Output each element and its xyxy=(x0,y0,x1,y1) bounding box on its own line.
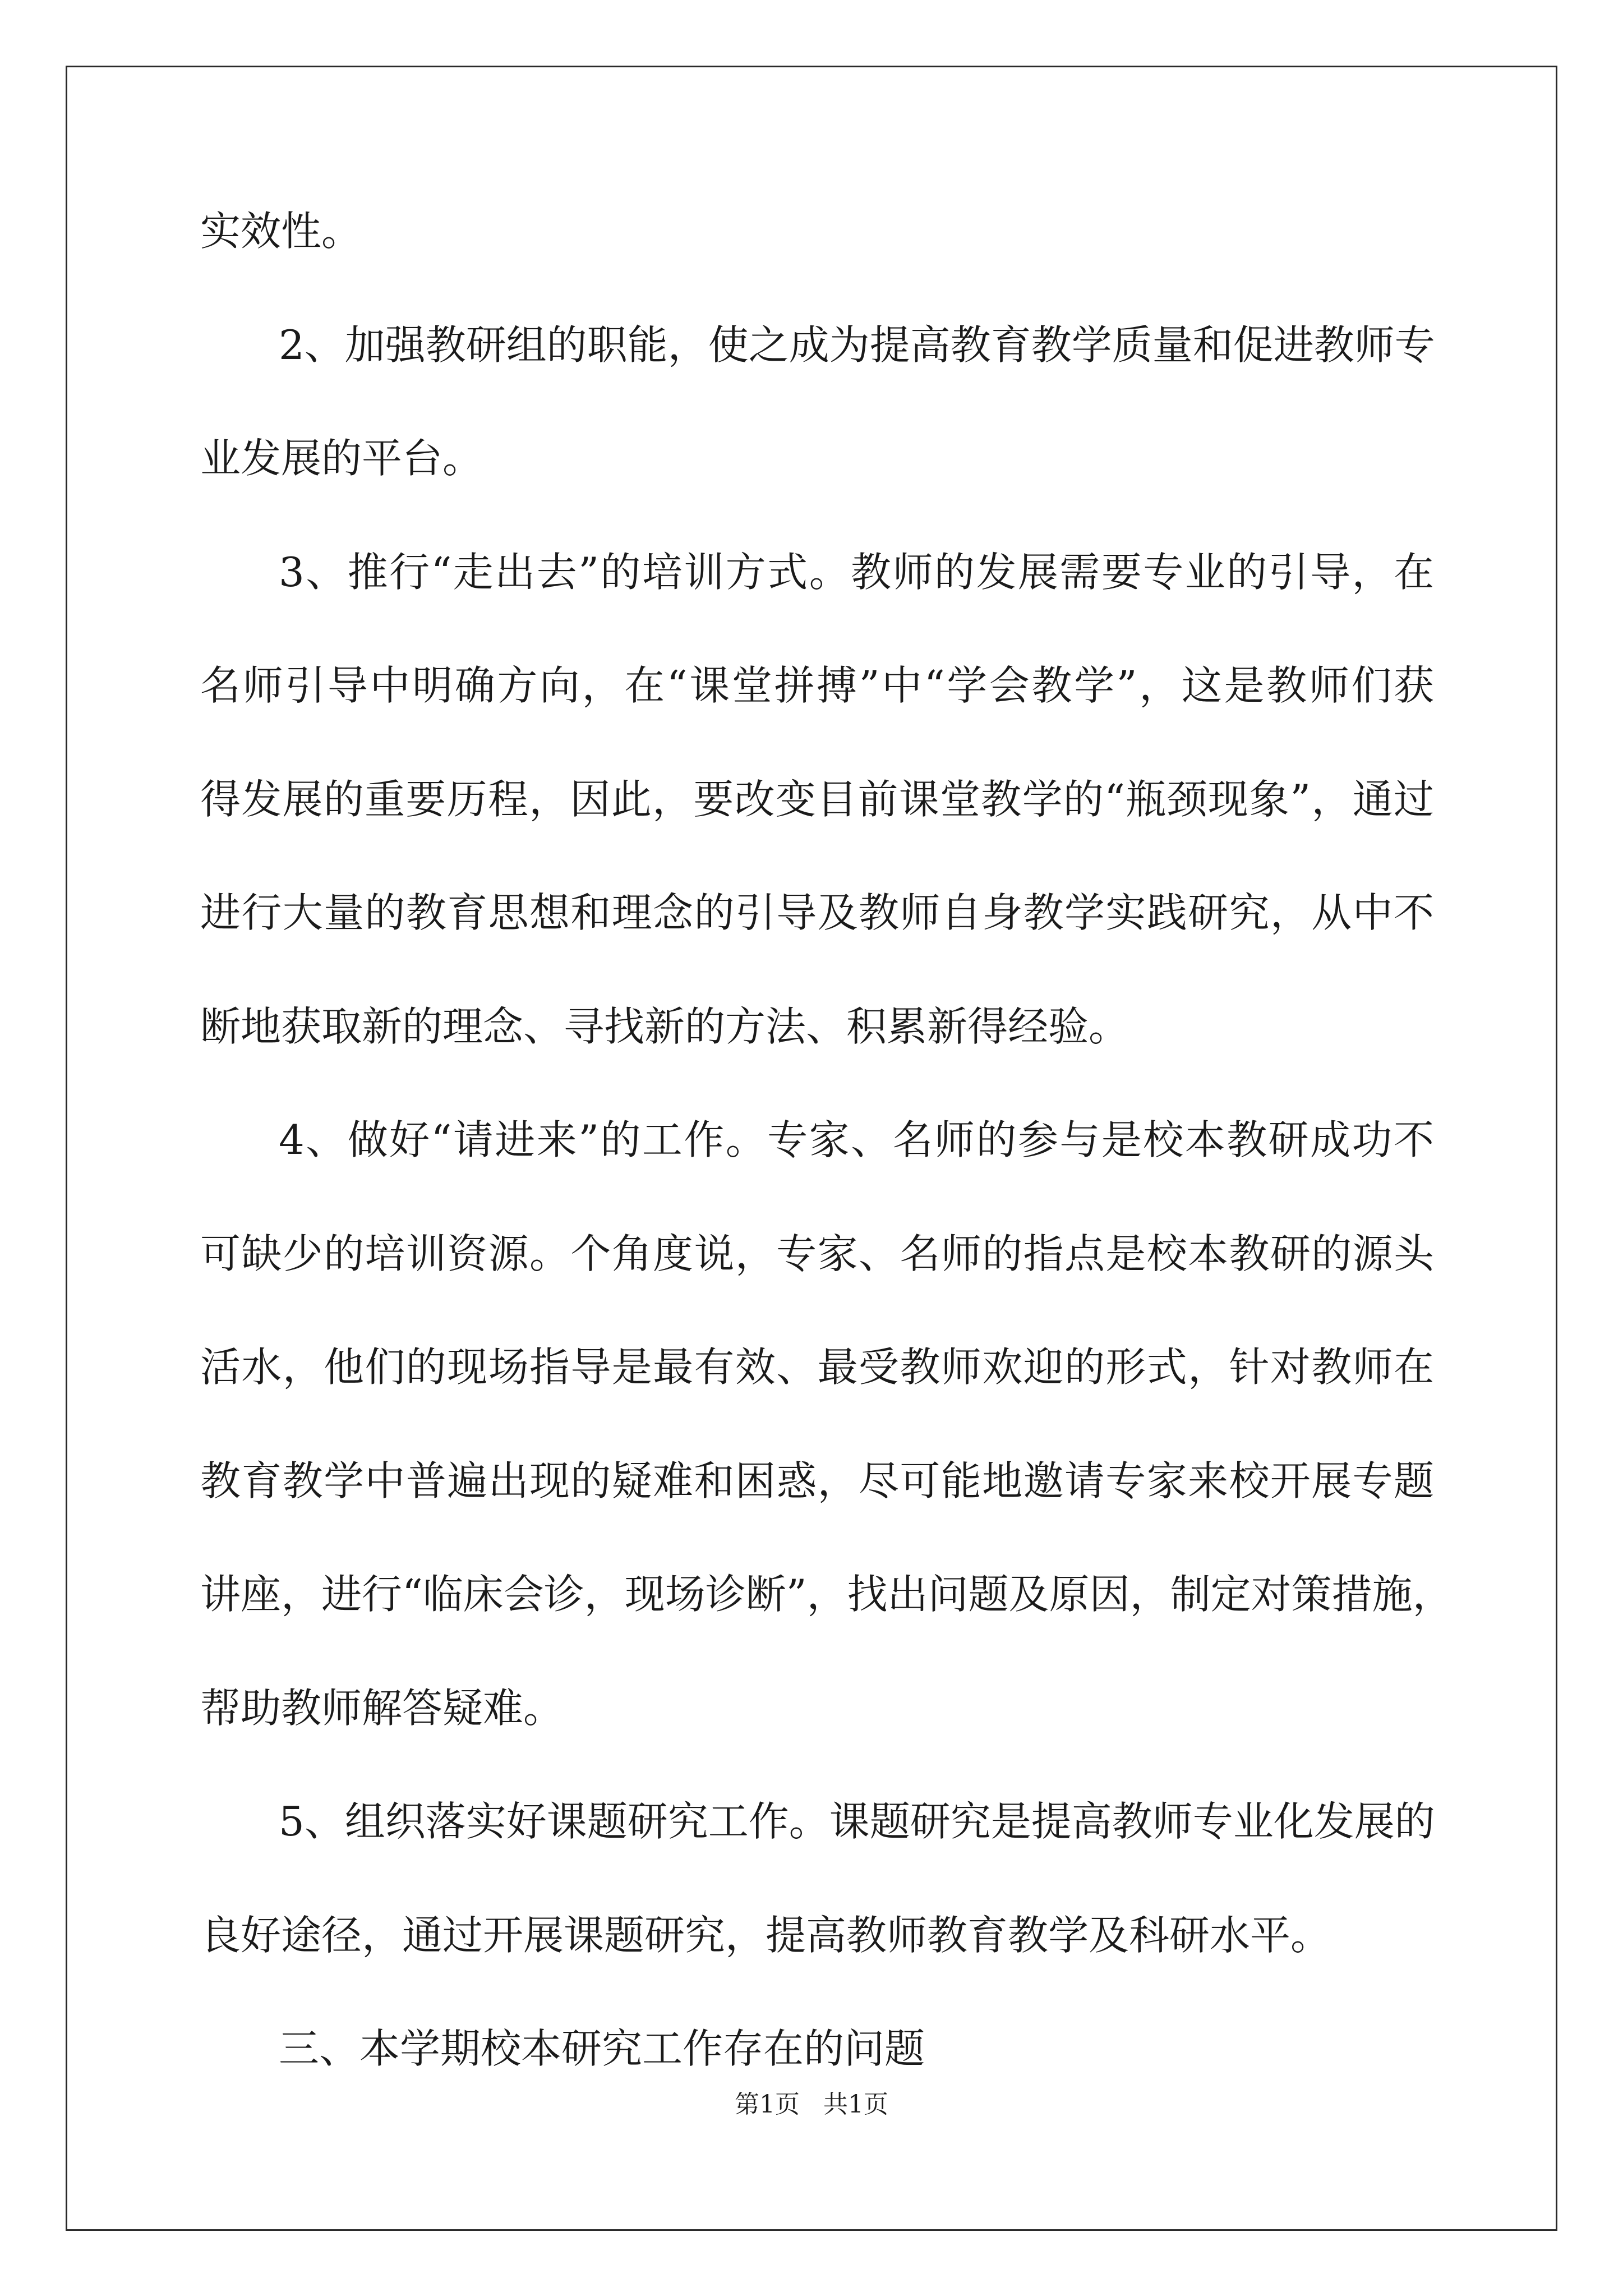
text-line: 讲座，进行“临床会诊，现场诊断”，找出问题及原因，制定对策措施， xyxy=(200,1571,1453,1618)
text-line: 帮助教师解答疑难。 xyxy=(200,1685,564,1732)
text-line: 实效性。 xyxy=(200,208,362,255)
text-line: 4、做好“请进来”的工作。专家、名师的参与是校本教研成功不 xyxy=(279,1116,1434,1163)
text-line: 3、推行“走出去”的培训方式。教师的发展需要专业的引导，在 xyxy=(279,549,1434,596)
text-line: 名师引导中明确方向，在“课堂拼搏”中“学会教学”，这是教师们获 xyxy=(200,662,1434,709)
text-line: 教育教学中普遍出现的疑难和困惑，尽可能地邀请专家来校开展专题 xyxy=(200,1457,1434,1504)
section-heading: 三、本学期校本研究工作存在的问题 xyxy=(279,2025,925,2072)
text-line: 断地获取新的理念、寻找新的方法、积累新得经验。 xyxy=(200,1003,1129,1050)
text-line: 活水，他们的现场指导是最有效、最受教师欢迎的形式，针对教师在 xyxy=(200,1343,1434,1391)
page-total: 共1页 xyxy=(823,2090,888,2119)
text-line: 2、加强教研组的职能，使之成为提高教育教学质量和促进教师专 xyxy=(279,321,1435,369)
page-number: 第1页 xyxy=(735,2090,800,2119)
text-line: 良好途径，通过开展课题研究，提高教师教育教学及科研水平。 xyxy=(200,1912,1331,1959)
text-line: 业发展的平台。 xyxy=(200,435,483,482)
text-line: 进行大量的教育思想和理念的引导及教师自身教学实践研究，从中不 xyxy=(200,889,1434,936)
text-line: 5、组织落实好课题研究工作。课题研究是提高教师专业化发展的 xyxy=(279,1798,1435,1845)
text-line: 可缺少的培训资源。个角度说，专家、名师的指点是校本教研的源头 xyxy=(200,1230,1434,1277)
text-line: 得发展的重要历程，因此，要改变目前课堂教学的“瓶颈现象”，通过 xyxy=(200,776,1434,823)
page-footer xyxy=(0,2088,1623,2122)
